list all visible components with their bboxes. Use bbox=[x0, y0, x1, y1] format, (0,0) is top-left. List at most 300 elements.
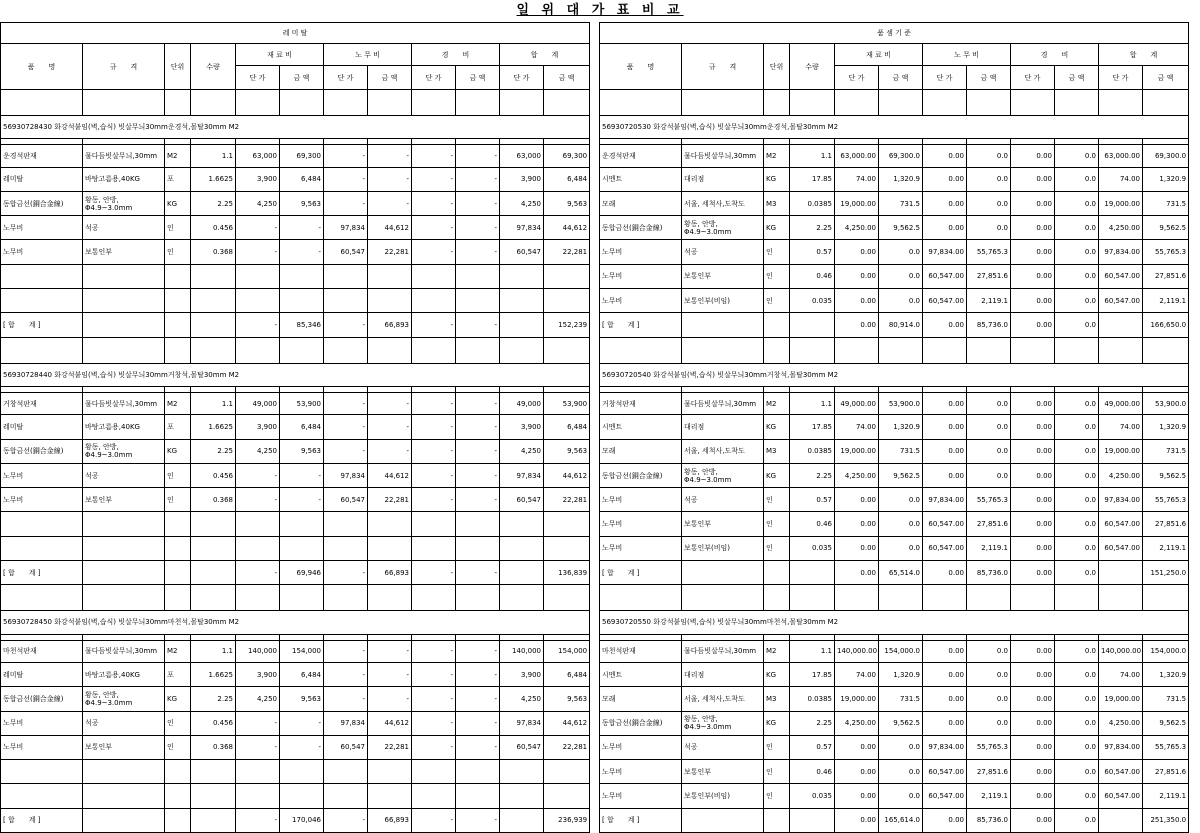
cell: 55,765.3 bbox=[1143, 735, 1189, 759]
sum-cell: 66,893 bbox=[368, 561, 412, 585]
cell: 0.0 bbox=[1055, 512, 1099, 536]
cell: 27,851.6 bbox=[1143, 264, 1189, 288]
cell: 포 bbox=[165, 167, 191, 191]
sum-cell: - bbox=[456, 808, 500, 832]
cell: 6,484 bbox=[544, 662, 590, 686]
cell: 0.57 bbox=[790, 240, 835, 264]
cell: - bbox=[412, 711, 456, 735]
blank-cell bbox=[835, 337, 879, 363]
cell: 0.0 bbox=[879, 512, 923, 536]
cell bbox=[412, 289, 456, 313]
cell: 53,900 bbox=[544, 392, 590, 414]
blank-cell bbox=[1143, 337, 1189, 363]
cell: 0.00 bbox=[923, 463, 967, 487]
table-row bbox=[1, 662, 590, 686]
blank-cell bbox=[682, 337, 764, 363]
cell: 0.46 bbox=[790, 512, 835, 536]
cell: 6,484 bbox=[544, 167, 590, 191]
blank-cell bbox=[456, 90, 500, 116]
cell: KG bbox=[165, 687, 191, 711]
cell: 0.00 bbox=[1011, 145, 1055, 167]
cell: 인 bbox=[764, 264, 790, 288]
cell bbox=[165, 784, 191, 808]
cell bbox=[191, 264, 236, 288]
table-row bbox=[600, 167, 1189, 191]
cell: - bbox=[412, 439, 456, 463]
cell: 1.1 bbox=[191, 392, 236, 414]
cell: 0.00 bbox=[1011, 463, 1055, 487]
cell: 0.0 bbox=[967, 216, 1011, 240]
sum-cell bbox=[83, 313, 165, 337]
sum-cell: - bbox=[236, 313, 280, 337]
cell: 노무비 bbox=[600, 536, 682, 560]
cell: 140,000.00 bbox=[1099, 640, 1143, 662]
cell: 바탕고름용,40KG bbox=[83, 662, 165, 686]
cell: 모래 bbox=[600, 439, 682, 463]
header-spec: 규 격 bbox=[83, 44, 165, 90]
cell: 0.00 bbox=[835, 784, 879, 808]
sum-cell: - bbox=[236, 808, 280, 832]
blank-cell bbox=[280, 337, 324, 363]
cell: 0.0 bbox=[967, 191, 1011, 215]
cell: 0.46 bbox=[790, 760, 835, 784]
blank-cell bbox=[280, 90, 324, 116]
cell: 서울, 세척사,도착도 bbox=[682, 191, 764, 215]
table-row bbox=[600, 439, 1189, 463]
header-unit: 단위 bbox=[165, 44, 191, 90]
cell: 1.6625 bbox=[191, 415, 236, 439]
sum-cell bbox=[191, 561, 236, 585]
cell bbox=[280, 760, 324, 784]
cell: 69,300 bbox=[544, 145, 590, 167]
subheader-unit-price: 단 가 bbox=[236, 66, 280, 90]
cell: 9,562.5 bbox=[1143, 216, 1189, 240]
cell: 0.0 bbox=[879, 784, 923, 808]
cell bbox=[324, 512, 368, 536]
cell bbox=[500, 760, 544, 784]
table-row bbox=[600, 392, 1189, 414]
cell: 19,000.00 bbox=[835, 439, 879, 463]
cell: 노무비 bbox=[1, 488, 83, 512]
cell bbox=[165, 512, 191, 536]
cell: 1.1 bbox=[790, 145, 835, 167]
cell bbox=[368, 760, 412, 784]
cell bbox=[280, 536, 324, 560]
cell: 포 bbox=[165, 662, 191, 686]
cell: 인 bbox=[165, 463, 191, 487]
cell: 보통인부 bbox=[682, 264, 764, 288]
cell bbox=[500, 264, 544, 288]
table-row bbox=[600, 687, 1189, 711]
cell bbox=[191, 536, 236, 560]
section-code: 56930720550 화강석붙임(벽,습식) 빗살무늬30mm마천석,몰탈30mm M2 bbox=[600, 611, 1189, 634]
cell bbox=[544, 512, 590, 536]
cell bbox=[544, 760, 590, 784]
cell: 4,250.00 bbox=[1099, 216, 1143, 240]
cell: M3 bbox=[764, 687, 790, 711]
cell bbox=[191, 760, 236, 784]
cell: 레미탈 bbox=[1, 167, 83, 191]
blank-cell bbox=[191, 337, 236, 363]
sum-cell bbox=[83, 561, 165, 585]
blank-cell bbox=[967, 337, 1011, 363]
cell: 4,250 bbox=[236, 687, 280, 711]
cell: 석공 bbox=[83, 463, 165, 487]
section-code-row bbox=[1, 116, 590, 139]
blank-cell bbox=[764, 337, 790, 363]
cell bbox=[1, 289, 83, 313]
section-code-row bbox=[600, 611, 1189, 634]
cell: 97,834.00 bbox=[1099, 735, 1143, 759]
group-title: 레 미 탈 bbox=[1, 23, 590, 44]
cell: 27,851.6 bbox=[1143, 760, 1189, 784]
cell: 53,900.0 bbox=[1143, 392, 1189, 414]
sum-cell: 69,946 bbox=[280, 561, 324, 585]
cell: 0.0 bbox=[967, 640, 1011, 662]
blank-cell bbox=[790, 90, 835, 116]
cell: 69,300 bbox=[280, 145, 324, 167]
cell: 0.0 bbox=[967, 662, 1011, 686]
cell: 2.25 bbox=[790, 463, 835, 487]
blank-cell bbox=[236, 90, 280, 116]
cell: 보통인부 bbox=[682, 760, 764, 784]
sum-cell bbox=[764, 808, 790, 832]
blank-cell bbox=[280, 585, 324, 611]
cell bbox=[236, 536, 280, 560]
cell: 0.00 bbox=[923, 687, 967, 711]
header-name: 품 명 bbox=[1, 44, 83, 90]
sum-cell: - bbox=[324, 561, 368, 585]
sum-row bbox=[600, 808, 1189, 832]
sum-cell bbox=[764, 313, 790, 337]
header-expense: 경 비 bbox=[1011, 44, 1099, 66]
sum-cell: 85,736.0 bbox=[967, 561, 1011, 585]
header-expense: 경 비 bbox=[412, 44, 500, 66]
cell bbox=[236, 784, 280, 808]
cell bbox=[165, 264, 191, 288]
sum-cell: 166,650.0 bbox=[1143, 313, 1189, 337]
page-title: 일 위 대 가 표 비 교 bbox=[516, 3, 684, 18]
cell: 석공 bbox=[682, 488, 764, 512]
blank-cell bbox=[1099, 90, 1143, 116]
cell bbox=[324, 289, 368, 313]
sum-cell bbox=[83, 808, 165, 832]
table-row bbox=[1, 488, 590, 512]
blank-cell bbox=[1055, 90, 1099, 116]
cell: 1,320.9 bbox=[1143, 415, 1189, 439]
cell: 2.25 bbox=[191, 439, 236, 463]
subheader-unit-price: 단 가 bbox=[1011, 66, 1055, 90]
cell: 보통인부 bbox=[83, 240, 165, 264]
blank-cell bbox=[1, 90, 83, 116]
cell: 97,834 bbox=[324, 216, 368, 240]
cell: - bbox=[324, 167, 368, 191]
cell: 6,484 bbox=[280, 167, 324, 191]
sum-cell: 151,250.0 bbox=[1143, 561, 1189, 585]
cell: 4,250 bbox=[236, 439, 280, 463]
cell: - bbox=[324, 439, 368, 463]
cell: 석공 bbox=[682, 735, 764, 759]
sum-label: [ 합 계 ] bbox=[600, 808, 682, 832]
sum-cell: - bbox=[324, 808, 368, 832]
blank-cell bbox=[923, 90, 967, 116]
cell: - bbox=[412, 392, 456, 414]
cell: 9,563 bbox=[544, 191, 590, 215]
cell: 2,119.1 bbox=[967, 784, 1011, 808]
table-row bbox=[600, 463, 1189, 487]
cell: 인 bbox=[764, 735, 790, 759]
sum-row bbox=[1, 561, 590, 585]
cell: 55,765.3 bbox=[1143, 240, 1189, 264]
sum-cell: 170,046 bbox=[280, 808, 324, 832]
blank-cell bbox=[165, 337, 191, 363]
blank-cell bbox=[1055, 337, 1099, 363]
blank-cell bbox=[682, 585, 764, 611]
table-row bbox=[1, 415, 590, 439]
sum-cell bbox=[500, 808, 544, 832]
blank-cell bbox=[83, 585, 165, 611]
cell: 55,765.3 bbox=[967, 735, 1011, 759]
cell: 0.0 bbox=[967, 439, 1011, 463]
blank-cell bbox=[835, 90, 879, 116]
cell: 0.46 bbox=[790, 264, 835, 288]
blank-cell bbox=[879, 337, 923, 363]
cell: 모래 bbox=[600, 687, 682, 711]
cell: 731.5 bbox=[879, 191, 923, 215]
cell: 석공 bbox=[682, 240, 764, 264]
table-row bbox=[600, 216, 1189, 240]
cell: - bbox=[456, 640, 500, 662]
cell bbox=[500, 289, 544, 313]
cell: - bbox=[368, 392, 412, 414]
cell: KG bbox=[764, 415, 790, 439]
sum-label: [ 합 계 ] bbox=[1, 561, 83, 585]
cell: 60,547 bbox=[500, 488, 544, 512]
table-row bbox=[1, 735, 590, 759]
cell bbox=[368, 289, 412, 313]
cell: 69,300.0 bbox=[1143, 145, 1189, 167]
cell: 0.57 bbox=[790, 735, 835, 759]
cell: - bbox=[324, 415, 368, 439]
cell: 보통인부 bbox=[83, 488, 165, 512]
cell: 0.00 bbox=[923, 415, 967, 439]
cell bbox=[324, 264, 368, 288]
cell: 6,484 bbox=[280, 662, 324, 686]
cell: 1.1 bbox=[191, 640, 236, 662]
cell: 3,900 bbox=[500, 662, 544, 686]
cell: 22,281 bbox=[368, 240, 412, 264]
cell: 9,563 bbox=[544, 439, 590, 463]
cell bbox=[280, 512, 324, 536]
cell: 물다듬빗살무늬,30mm bbox=[682, 640, 764, 662]
cell: 4,250.00 bbox=[835, 711, 879, 735]
cell: 74.00 bbox=[1099, 415, 1143, 439]
sum-cell: 65,514.0 bbox=[879, 561, 923, 585]
cell: - bbox=[456, 167, 500, 191]
cell: 9,563 bbox=[544, 687, 590, 711]
cell: 황동, 안방, Φ4.9~3.0mm bbox=[83, 191, 165, 215]
cell: 60,547 bbox=[324, 735, 368, 759]
cell: 22,281 bbox=[544, 735, 590, 759]
cell: 시멘트 bbox=[600, 167, 682, 191]
cell bbox=[324, 784, 368, 808]
cell bbox=[1, 512, 83, 536]
cell: - bbox=[456, 488, 500, 512]
cell bbox=[165, 536, 191, 560]
cell: 노무비 bbox=[600, 488, 682, 512]
cell: 노무비 bbox=[600, 264, 682, 288]
cell: 0.0 bbox=[1055, 240, 1099, 264]
cell: 동합금선(銅合金線) bbox=[1, 439, 83, 463]
cell: 9,562.5 bbox=[1143, 711, 1189, 735]
cell bbox=[456, 536, 500, 560]
cell bbox=[165, 289, 191, 313]
blank-cell bbox=[191, 585, 236, 611]
cell: 0.0 bbox=[1055, 145, 1099, 167]
blank-cell bbox=[764, 90, 790, 116]
cell: 0.0 bbox=[967, 687, 1011, 711]
subheader-unit-price: 단 가 bbox=[412, 66, 456, 90]
cell bbox=[324, 760, 368, 784]
cell: 60,547.00 bbox=[1099, 536, 1143, 560]
cell: 0.00 bbox=[1011, 415, 1055, 439]
blank-cell bbox=[500, 337, 544, 363]
cell: - bbox=[280, 488, 324, 512]
header-name: 품 명 bbox=[600, 44, 682, 90]
table-row bbox=[600, 784, 1189, 808]
cell: 물다듬빗살무늬,30mm bbox=[83, 392, 165, 414]
blank-cell bbox=[324, 585, 368, 611]
cell: 대리점 bbox=[682, 167, 764, 191]
cell: 0.0 bbox=[1055, 191, 1099, 215]
sum-cell: - bbox=[412, 561, 456, 585]
cell bbox=[191, 784, 236, 808]
cell bbox=[544, 784, 590, 808]
table-row bbox=[600, 240, 1189, 264]
cell: 인 bbox=[764, 760, 790, 784]
cell: 0.0 bbox=[879, 240, 923, 264]
cell: 22,281 bbox=[368, 488, 412, 512]
cell: 0.00 bbox=[1011, 289, 1055, 313]
cell: - bbox=[280, 240, 324, 264]
cell: 60,547 bbox=[324, 240, 368, 264]
cell bbox=[500, 784, 544, 808]
cell: 27,851.6 bbox=[967, 264, 1011, 288]
cell: KG bbox=[764, 216, 790, 240]
cell: 74.00 bbox=[1099, 662, 1143, 686]
cell: 2.25 bbox=[790, 711, 835, 735]
cell: 석공 bbox=[83, 216, 165, 240]
cell: 0.0 bbox=[1055, 711, 1099, 735]
cell bbox=[412, 512, 456, 536]
cell: 황동, 안방, Φ4.9~3.0mm bbox=[682, 216, 764, 240]
cell: 74.00 bbox=[835, 415, 879, 439]
cell: 인 bbox=[764, 289, 790, 313]
cell: 0.0385 bbox=[790, 687, 835, 711]
cell: 53,900 bbox=[280, 392, 324, 414]
table-row bbox=[600, 191, 1189, 215]
cell: 마천석판재 bbox=[1, 640, 83, 662]
cell: 19,000.00 bbox=[1099, 191, 1143, 215]
sum-row bbox=[1, 808, 590, 832]
cell: - bbox=[456, 687, 500, 711]
subheader-unit-price: 단 가 bbox=[923, 66, 967, 90]
cell: 0.00 bbox=[1011, 640, 1055, 662]
cell: - bbox=[456, 216, 500, 240]
sum-cell bbox=[790, 313, 835, 337]
cell: 60,547.00 bbox=[1099, 760, 1143, 784]
cell: 0.0 bbox=[879, 735, 923, 759]
cell: 물다듬빗살무늬,30mm bbox=[682, 392, 764, 414]
cell: 6,484 bbox=[280, 415, 324, 439]
sum-cell: 0.00 bbox=[1011, 808, 1055, 832]
cell: 9,563 bbox=[280, 191, 324, 215]
cell: - bbox=[412, 735, 456, 759]
cell: 97,834.00 bbox=[1099, 488, 1143, 512]
cell: - bbox=[236, 216, 280, 240]
cell bbox=[1, 784, 83, 808]
cell: 인 bbox=[764, 488, 790, 512]
blank-cell bbox=[412, 585, 456, 611]
cell: 동합금선(銅合金線) bbox=[600, 711, 682, 735]
cell: 0.0 bbox=[1055, 216, 1099, 240]
sum-cell bbox=[790, 561, 835, 585]
blank-row bbox=[600, 337, 1189, 363]
cell: 레미탈 bbox=[1, 415, 83, 439]
cell: 물다듬빗살무늬,30mm bbox=[682, 145, 764, 167]
cell: - bbox=[456, 735, 500, 759]
sum-label: [ 합 계 ] bbox=[600, 561, 682, 585]
cell bbox=[544, 264, 590, 288]
blank-row bbox=[1, 585, 590, 611]
cell: 시멘트 bbox=[600, 415, 682, 439]
cell: 63,000.00 bbox=[835, 145, 879, 167]
cell: 731.5 bbox=[1143, 687, 1189, 711]
sum-row bbox=[600, 313, 1189, 337]
cell bbox=[191, 289, 236, 313]
cell: 0.00 bbox=[835, 735, 879, 759]
blank-cell bbox=[165, 585, 191, 611]
cell: 0.0 bbox=[1055, 760, 1099, 784]
cell: 보통인부(비임) bbox=[682, 289, 764, 313]
cell: - bbox=[412, 415, 456, 439]
cell: 4,250 bbox=[500, 191, 544, 215]
blank-cell bbox=[1099, 585, 1143, 611]
cell: 49,000.00 bbox=[1099, 392, 1143, 414]
cell: 2,119.1 bbox=[1143, 289, 1189, 313]
cell: 97,834.00 bbox=[923, 488, 967, 512]
cell: 3,900 bbox=[236, 167, 280, 191]
cell: 44,612 bbox=[544, 216, 590, 240]
cell: 60,547.00 bbox=[923, 784, 967, 808]
cell: 19,000.00 bbox=[835, 191, 879, 215]
section-code-row bbox=[1, 611, 590, 634]
cell: 97,834 bbox=[500, 711, 544, 735]
cell: 0.00 bbox=[835, 760, 879, 784]
cell: - bbox=[456, 240, 500, 264]
cell: 0.0 bbox=[967, 392, 1011, 414]
cell: 1.1 bbox=[790, 640, 835, 662]
table-row bbox=[600, 512, 1189, 536]
cell: 2.25 bbox=[790, 216, 835, 240]
blank-cell bbox=[879, 585, 923, 611]
table-row bbox=[1, 264, 590, 288]
blank-row bbox=[600, 90, 1189, 116]
cell: 2,119.1 bbox=[1143, 784, 1189, 808]
cell: 0.0 bbox=[1055, 289, 1099, 313]
cell: 27,851.6 bbox=[1143, 512, 1189, 536]
table-row bbox=[600, 264, 1189, 288]
